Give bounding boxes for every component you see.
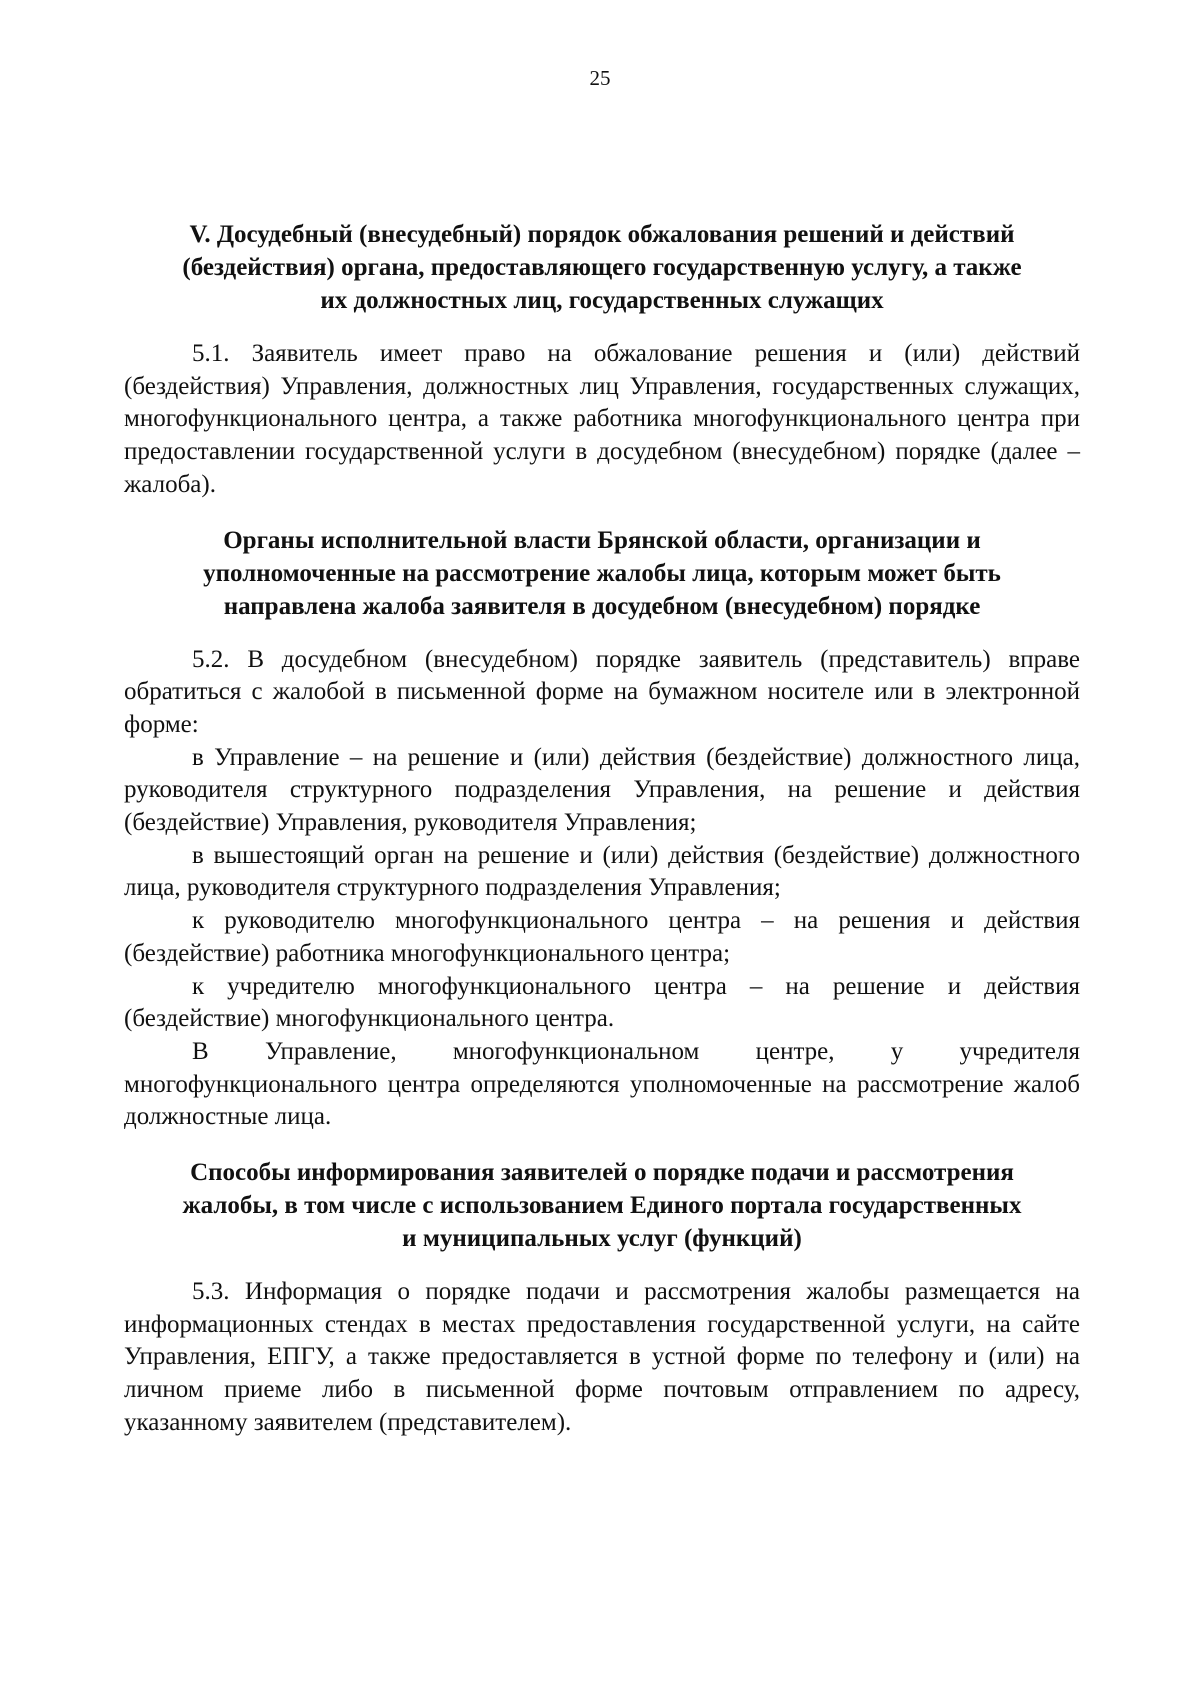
paragraph-5-3: 5.3. Информация о порядке подачи и рассмотрения жалобы размещается на информационных стендах в местах предоставления государственной услуги, на сайте Управления, ЕПГУ, а также предоставляется в устной форме по телефону и (или) на личном приеме либо в письменной форме почтовым отправлением по адресу, указанному заявителем (представителем). (124, 1278, 1080, 1436)
page-number: 25 (589, 66, 611, 90)
subsection-heading-line: уполномоченные на рассмотрение жалобы лица, которым может быть (203, 559, 1001, 587)
paragraph-5-2-item: В Управление, многофункциональном центре, у учредителя многофункционального центра определяются уполномоченные на рассмотрение жалоб должностные лица. (124, 1037, 1080, 1131)
paragraph-5-2-item: к учредителю многофункционального центра – на решение и действия (бездействие) многофункционального центра. (124, 972, 1080, 1033)
section-title (124, 218, 1080, 317)
paragraph-5-2-item: в вышестоящий орган на решение и (или) действия (бездействие) должностного лица, руководителя структурного подразделения Управления; (124, 841, 1080, 902)
subsection-heading-informing-methods (124, 1156, 1080, 1255)
paragraph-5-2: 5.2. В досудебном (внесудебном) порядке заявитель (представитель) вправе обратиться с жалобой в письменной форме на бумажном носителе или в электронной форме: (124, 645, 1080, 738)
section-title-line: V. Досудебный (внесудебный) порядок обжалования решений и действий (189, 221, 1015, 248)
paragraph-5-1: 5.1. Заявитель имеет право на обжалование решения и (или) действий (бездействия) Управления, должностных лиц Управления, государственных служащих, многофункционального центра, а также работника многофункционального центра при предоставлении государственной услуги в досудебном (внесудебном) порядке (далее – жалоба). (124, 340, 1080, 498)
subsection-heading-line: направлена жалоба заявителя в досудебном (внесудебном) порядке (223, 592, 981, 620)
subsection-heading-complaint-bodies (124, 524, 1080, 623)
section-title-line: (бездействия) органа, предоставляющего государственную услугу, а также (182, 254, 1022, 281)
section-title-line: их должностных лиц, государственных служащих (320, 287, 884, 314)
subsection-heading-line: Способы информирования заявителей о порядке подачи и рассмотрения (190, 1159, 1014, 1187)
subsection-heading-line: и муниципальных услуг (функций) (402, 1225, 802, 1253)
subsection-heading-line: жалобы, в том числе с использованием Единого портала государственных (182, 1192, 1022, 1220)
paragraph-5-2-item: к руководителю многофункционального центра – на решения и действия (бездействие) работника многофункционального центра; (124, 907, 1080, 967)
document-body (124, 218, 1080, 1440)
paragraph-5-2-item: в Управление – на решение и (или) действия (бездействие) должностного лица, руководителя структурного подразделения Управления, на решение и действия (бездействие) Управления, руководителя Управления; (124, 743, 1080, 837)
subsection-heading-line: Органы исполнительной власти Брянской области, организации и (223, 526, 981, 554)
